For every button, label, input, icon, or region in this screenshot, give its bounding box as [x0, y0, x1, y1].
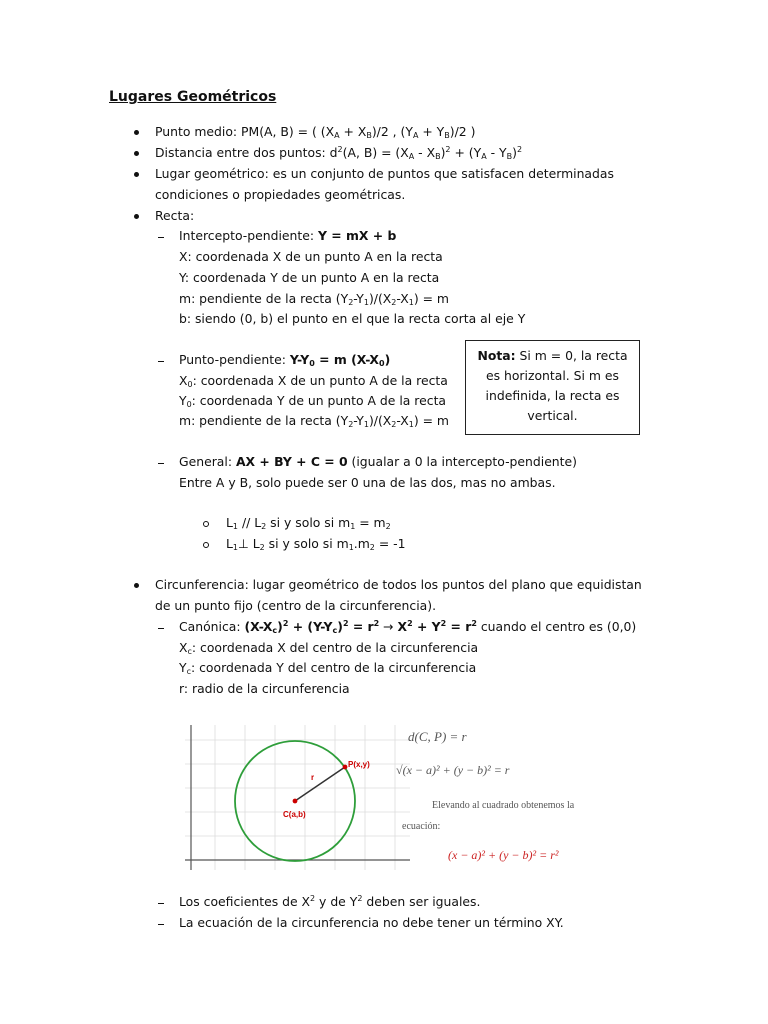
- circle-figure: [185, 725, 625, 880]
- page-title: Lugares Geométricos: [109, 89, 277, 105]
- locus-definition-line1: Lugar geométrico: es un conjunto de puntos que satisfacen determinadas: [155, 166, 614, 181]
- parallel-condition: $L_1 // L_2$ si y solo si $m_1 = m_2$: [226, 515, 391, 531]
- coefficients-rule: Los coeficientes de $X^2$ y de $Y^2$ deben ser iguales.: [179, 894, 481, 909]
- derivation-text: ecuación:: [402, 821, 441, 832]
- distance-formula: Distancia entre dos puntos: $d^2(A$, $B) = (X_A - X_B)^2 + (Y_A - Y_B)^2$: [155, 145, 523, 161]
- circle-definition-line2: de un punto fijo (centro de la circunferencia).: [155, 598, 437, 613]
- slope-intercept-heading: Intercepto-pendiente: Y = mX + b: [179, 228, 397, 243]
- dash-icon: [158, 628, 164, 629]
- midpoint-formula: Punto medio: PM(A, B) = ( $(X_A + X_B)/2$ , $(Y_A + Y_B)/2$ ): [155, 124, 476, 140]
- bullet-icon: [134, 130, 139, 135]
- perpendicular-icon: ⊥: [238, 536, 249, 551]
- note-label: Nota:: [477, 348, 516, 363]
- derivation-text: Elevando al cuadrado obtenemos la: [432, 800, 575, 811]
- xy-term-rule: La ecuación de la circunferencia no debe tener un término XY.: [179, 915, 564, 930]
- note-text: indefinida, la recta es: [485, 388, 620, 403]
- bullet-icon: [134, 151, 139, 156]
- line-heading: Recta:: [155, 208, 195, 223]
- point-slope-heading: Punto-pendiente: $Y-Y_0 = m$ $(X-X_0)$: [179, 352, 391, 368]
- slope-intercept-b: b: siendo (0, b) el punto en el que la recta corta al eje Y: [179, 311, 526, 326]
- point-p: [343, 765, 348, 770]
- circle-definition-line1: Circunferencia: lugar geométrico de todos los puntos del plano que equidistan: [155, 577, 642, 592]
- note-text: es horizontal. Si m es: [485, 368, 620, 383]
- locus-definition-line2: condiciones o propiedades geométricas.: [155, 187, 406, 202]
- slope-intercept-y: Y: coordenada Y de un punto A en la recta: [179, 270, 440, 285]
- canonical-equation: Canónica: $(X-X_c)^2 + (Y-Y_c)^2 = r^2 \to X^2 + Y^2 = r^2$ cuando el centro es (0,0): [179, 619, 637, 635]
- bullet-icon: [134, 172, 139, 177]
- canonical-xc: $X_c$: coordenada X del centro de la circunferencia: [179, 640, 479, 656]
- dash-icon: [158, 237, 164, 238]
- arrow-right-icon: →: [383, 619, 394, 634]
- radius-line: [295, 767, 345, 801]
- point-slope-m: m: pendiente de la recta $(Y_2-Y_1)/(X_2-X_1) = m$: [179, 413, 449, 429]
- bullet-icon: [134, 583, 139, 588]
- circle-bullet-icon: [203, 542, 209, 548]
- dash-icon: [158, 924, 164, 925]
- canonical-r: r: radio de la circunferencia: [179, 681, 350, 696]
- center-point: [293, 799, 298, 804]
- note-text: vertical.: [527, 408, 578, 423]
- point-p-label: P(x,y): [348, 760, 370, 769]
- canonical-yc: $Y_c$: coordenada Y del centro de la circunferencia: [179, 660, 477, 676]
- root-expression: √(x − a)² + (y − b)² = r: [396, 763, 510, 777]
- bullet-icon: [134, 214, 139, 219]
- note-text: Si m = 0, la recta: [515, 348, 628, 363]
- center-label: C(a,b): [283, 810, 306, 819]
- point-slope-y0: $Y_0$: coordenada Y de un punto A de la recta: [179, 393, 447, 409]
- slope-intercept-m: m: pendiente de la recta $(Y_2-Y_1)/(X_2-X_1) = m$: [179, 291, 449, 307]
- distance-expression: d(C, P) = r: [408, 729, 467, 744]
- perpendicular-condition: $L_1\perp$ $L_2$ si y solo si $m_1.m_2 = -1$: [226, 536, 406, 552]
- grid-lines: [185, 725, 410, 870]
- circle-bullet-icon: [203, 521, 209, 527]
- general-form-note: Entre A y B, solo puede ser 0 una de las dos, mas no ambas.: [179, 475, 556, 490]
- note-box: [465, 340, 640, 435]
- dash-icon: [158, 903, 164, 904]
- circle-equation: (x − a)² + (y − b)² = r²: [448, 848, 559, 862]
- point-slope-x0: $X_0$: coordenada X de un punto A de la recta: [179, 373, 448, 389]
- dash-icon: [158, 463, 164, 464]
- dash-icon: [158, 361, 164, 362]
- general-form-heading: General: AX + BY + C = 0 (igualar a 0 la intercepto-pendiente): [179, 454, 577, 469]
- slope-intercept-x: X: coordenada X de un punto A en la recta: [179, 249, 443, 264]
- radius-label: r: [311, 773, 315, 782]
